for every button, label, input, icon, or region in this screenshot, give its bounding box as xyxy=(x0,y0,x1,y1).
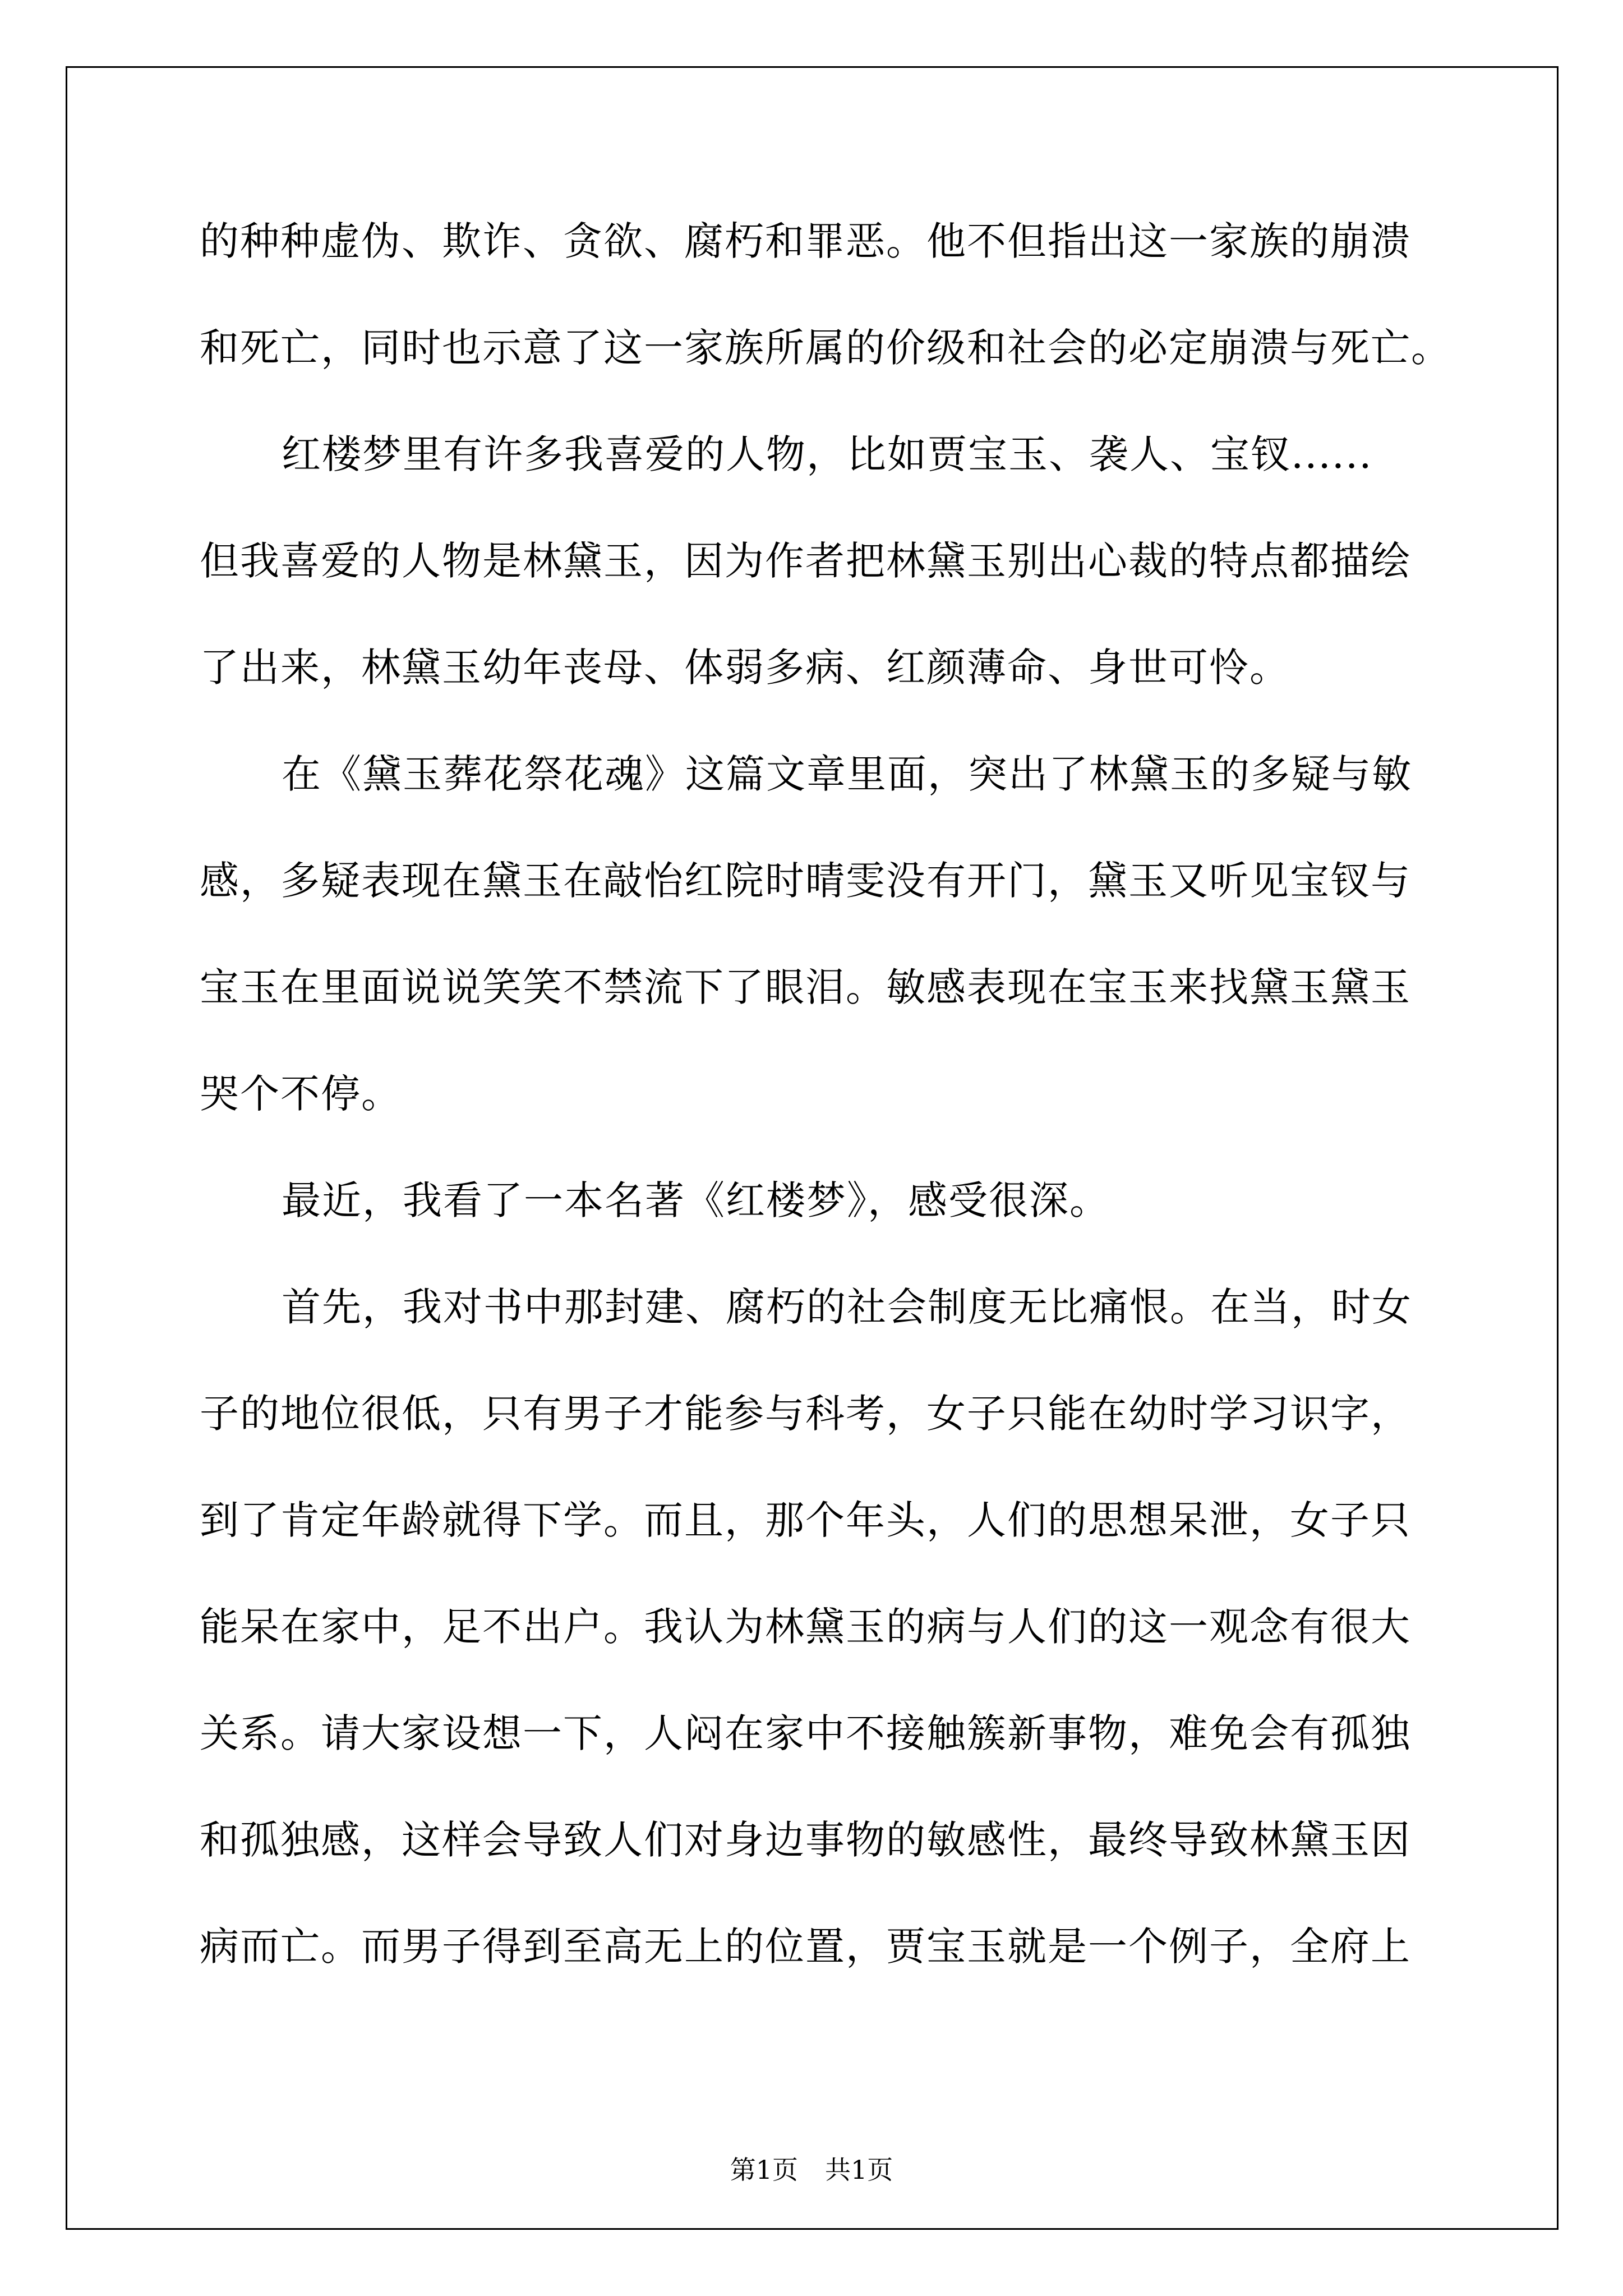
text-line: 哭个不停。 xyxy=(200,1071,402,1117)
page-number-total: 共1页 xyxy=(825,2155,893,2185)
text-line: 但我喜爱的人物是林黛玉，因为作者把林黛玉别出心裁的特点都描绘 xyxy=(200,538,1411,584)
text-line: 病而亡。而男子得到至高无上的位置，贾宝玉就是一个例子，全府上 xyxy=(200,1924,1411,1970)
text-line: 了出来，林黛玉幼年丧母、体弱多病、红颜薄命、身世可怜。 xyxy=(200,645,1290,691)
text-line: 在《黛玉葬花祭花魂》这篇文章里面，突出了林黛玉的多疑与敏 xyxy=(282,751,1412,797)
text-line: 红楼梦里有许多我喜爱的人物，比如贾宝玉、袭人、宝钗...... xyxy=(282,431,1373,477)
text-line: 子的地位很低，只有男子才能参与科考，女子只能在幼时学习识字， xyxy=(200,1391,1411,1437)
text-line: 能呆在家中，足不出户。我认为林黛玉的病与人们的这一观念有很大 xyxy=(200,1604,1411,1650)
text-line: 到了肯定年龄就得下学。而且，那个年头，人们的思想呆泄，女子只 xyxy=(200,1497,1411,1543)
text-line: 的种种虚伪、欺诈、贪欲、腐朽和罪恶。他不但指出这一家族的崩溃 xyxy=(200,218,1411,264)
text-line: 和死亡，同时也示意了这一家族所属的价级和社会的必定崩溃与死亡。 xyxy=(200,325,1451,371)
page-footer xyxy=(0,2153,1623,2187)
text-line: 首先，我对书中那封建、腐朽的社会制度无比痛恨。在当，时女 xyxy=(282,1284,1412,1330)
text-line: 和孤独感，这样会导致人们对身边事物的敏感性，最终导致林黛玉因 xyxy=(200,1817,1411,1863)
text-line: 最近，我看了一本名著《红楼梦》，感受很深。 xyxy=(282,1177,1110,1223)
page-number-current: 第1页 xyxy=(730,2155,798,2185)
page-border xyxy=(66,66,1559,2230)
text-line: 宝玉在里面说说笑笑不禁流下了眼泪。敏感表现在宝玉来找黛玉黛玉 xyxy=(200,964,1411,1010)
text-line: 关系。请大家设想一下，人闷在家中不接触簇新事物，难免会有孤独 xyxy=(200,1710,1411,1756)
text-line: 感，多疑表现在黛玉在敲怡红院时晴雯没有开门，黛玉又听见宝钗与 xyxy=(200,858,1411,904)
